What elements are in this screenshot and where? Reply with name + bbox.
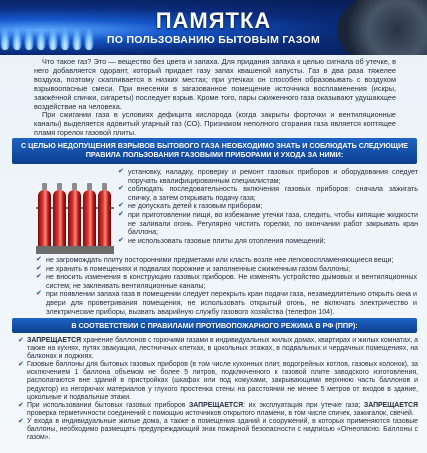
list-item: ✔ при появлении запаха газа в помещении следует перекрыть кран подачи газа, незамедлительно открыть окна и двери для проветривания помещения, не использовать открытый огонь, не включать электричество и электрические приборы, вызвать аварийную службу газового хозяйства (телефон 104). — [36, 290, 417, 316]
page-subtitle: ПО ПОЛЬЗОВАНИЮ БЫТОВЫМ ГАЗОМ — [106, 34, 321, 46]
list-item: ✔ не вносить изменения в конструкцию газовых приборов. Не изменять устройство дымовых и вентиляционных систем; не заклеивать вентиляционные каналы; — [36, 273, 417, 290]
section-heading-rules: С ЦЕЛЬЮ НЕДОПУЩЕНИЯ ВЗРЫВОВ БЫТОВОГО ГАЗА НЕОБХОДИМО ЗНАТЬ И СОБЛЮДАТЬ СЛЕДУЮЩИЕ ПРАВИЛА ПОЛЬЗОВАНИЯ ГАЗОВЫМИ ПРИБОРАМИ И УХОДА ЗА НИМИ: — [12, 138, 417, 164]
intro-paragraph: Что такое газ? Это — вещество без цвета и запаха. Для придания запаха к целью сигнала об утечке, в него добавляется одорант, который придает газу запах квашеной капусты. Газ в два раза тяжелее воздуха, поэтому скапливается в низких местах; при утечках он способен образовывать с воздухом взрывоопасные смеси. При внесении в загазованное помещение источника воспламенения (искры, зажжённой спички, сигареты) последует взрыв. Кроме того, пары сжиженного газа оказывают удушающее воздействие на человека. — [34, 57, 396, 111]
list-item: ✔ Газовые баллоны для бытовых газовых приборов (в том числе кухонных плит, водогрейных котлов, газовых колонок), за исключением 1 баллона объемом не более 5 литров, подключенного к газовой плите заводского изготовления, располагаются вне зданий в пристройках (шкафах или под кожухами, закрывающими верхнюю часть баллонов и редуктор) из негорючих материалов у глухого простенка стены на расстоянии не менее 5 метров от входов в здание, цокольные и подвальные этажи. — [18, 361, 418, 401]
list-item: ✔ ЗАПРЕЩАЕТСЯ хранение баллонов с горючими газами в индивидуальных жилых домах, квартирах и жилых комнатах, а также на кухнях, путях эвакуации, лестничных клетках, в цокольных этажах, в подвальных и чердачных помещениях, на балконах и лоджиях. — [18, 337, 418, 361]
list-item: ✔ не хранить в помещениях и подвалах порожние и заполненные сжиженным газом баллоны; — [36, 264, 351, 273]
bullet-icon: ✔ — [118, 168, 124, 175]
list-item: ✔ при приготовлении пищи, во избежание утечки газа, следить, чтобы кипящие жидкости не заливали огонь. Регулярно чистить горелки, по окончании работ закрывать кран баллона; — [118, 210, 418, 237]
bullet-icon: ✔ — [36, 264, 42, 272]
header-banner — [0, 0, 427, 55]
page-title: ПАМЯТКА — [155, 8, 272, 33]
list-item: ✔ не допускать детей к газовым приборам; — [118, 202, 263, 211]
bullet-icon: ✔ — [18, 401, 24, 409]
bullet-icon: ✔ — [18, 417, 24, 425]
bullet-icon: ✔ — [118, 210, 124, 218]
bullet-icon: ✔ — [36, 290, 42, 298]
list-item: ✔ не использовать газовые плиты для отопления помещений; — [118, 236, 326, 245]
intro-text — [34, 58, 396, 138]
list-item: ✔ соблюдать последовательность включения газовых приборов: сначала зажигать спичку, а затем открывать подачу газа; — [118, 185, 418, 202]
bullet-icon: ✔ — [36, 256, 42, 263]
list-item: ✔ При использовании бытовых газовых приборов ЗАПРЕЩАЕТСЯ: их эксплуатация при утечке газа; ЗАПРЕЩАЕТСЯ проверка герметичности соединений с помощью источников открытого пламени, в том числе спичек, зажигалок, свечей. — [18, 401, 418, 417]
rules-list-continued — [36, 256, 417, 316]
list-item: ✔ У входа в индивидуальные жилые дома, а также в помещения зданий и сооружений, в которых применяются газовые баллоны, необходимо размещать предупреждающий знак пожарной безопасности с надписью «Огнеопасно. Баллоны с газом». — [18, 417, 418, 442]
bullet-icon: ✔ — [18, 361, 24, 369]
bullet-icon: ✔ — [36, 273, 42, 281]
section-heading-fire-rules: В СООТВЕТСТВИИ С ПРАВИЛАМИ ПРОТИВОПОЖАРНОГО РЕЖИМА В РФ (ППР): — [12, 318, 417, 333]
bullet-icon: ✔ — [118, 185, 124, 193]
list-item: ✔ не загромождать плиту посторонними предметами или класть возле нее легковоспламеняющиеся вещи; — [36, 256, 394, 264]
bullet-icon: ✔ — [118, 202, 124, 210]
list-item: ✔ установку, наладку, проверку и ремонт газовых приборов и оборудования следует поручать квалифицированным специалистам; — [118, 168, 418, 185]
gas-cylinders-image — [36, 172, 114, 254]
bullet-icon: ✔ — [118, 236, 124, 244]
fire-rules-list — [18, 337, 418, 442]
bullet-icon: ✔ — [18, 337, 24, 344]
rules-list — [118, 168, 418, 245]
intro-paragraph: При сжигании газа в условиях дефицита кислорода (когда закрыты форточки и вентиляционные каналы) выделяется ядовитый угарный газ (СО). Признаком неполного сгорания газа является коптящее пламя горелок газовой плиты. — [34, 110, 396, 138]
